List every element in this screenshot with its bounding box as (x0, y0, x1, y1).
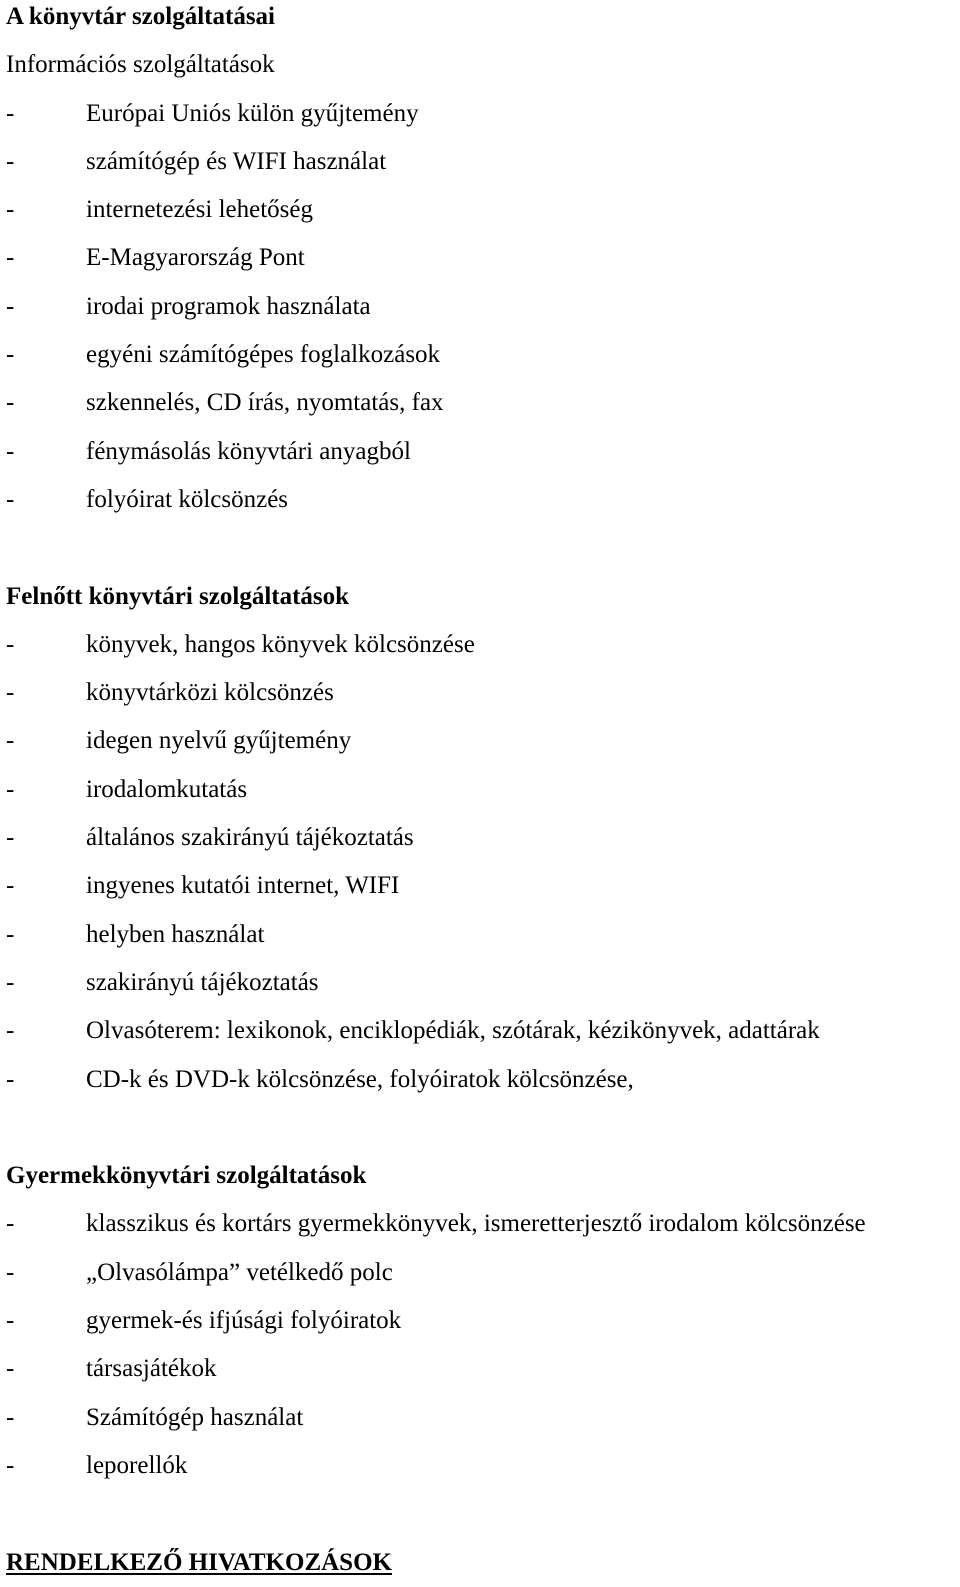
list-item (6, 1297, 960, 1345)
list-item (6, 1007, 960, 1055)
list-item (6, 1056, 960, 1104)
list-item (6, 911, 960, 959)
list-item-text: helyben használat (86, 920, 265, 948)
list-item-text: irodai programok használata (86, 292, 371, 320)
list-item-text: CD-k és DVD-k kölcsönzése, folyóiratok kölcsönzése, (86, 1065, 634, 1093)
list-item (6, 234, 960, 282)
list-item-text: általános szakirányú tájékoztatás (86, 824, 414, 852)
list-item (6, 766, 960, 814)
section-heading-adult: Felnőtt könyvtári szolgáltatások (6, 582, 350, 610)
list-dash: - (6, 389, 15, 417)
list-item (6, 1200, 960, 1248)
list-dash: - (6, 147, 15, 175)
list-dash: - (6, 824, 15, 852)
list-item (6, 1249, 960, 1297)
list-item (6, 138, 960, 186)
list-item-text: társasjátékok (86, 1355, 217, 1383)
list-dash: - (6, 99, 15, 127)
list-item (6, 1345, 960, 1393)
list-dash: - (6, 1403, 15, 1431)
list-item (6, 283, 960, 331)
list-item-text: könyvek, hangos könyvek kölcsönzése (86, 630, 475, 658)
list-dash: - (6, 679, 15, 707)
document (6, 0, 960, 1587)
section-spacer (6, 1490, 960, 1538)
list-dash: - (6, 968, 15, 996)
list-item-text: klasszikus és kortárs gyermekkönyvek, ismeretterjesztő irodalom kölcsönzése (86, 1210, 866, 1238)
list-item (6, 90, 960, 138)
list-item (6, 379, 960, 427)
list-item (6, 1394, 960, 1442)
list-item-text: folyóirat kölcsönzés (86, 485, 289, 513)
list-item-text: idegen nyelvű gyűjtemény (86, 727, 352, 755)
list-item (6, 428, 960, 476)
section-spacer (6, 1104, 960, 1152)
list-item-text: fénymásolás könyvtári anyagból (86, 437, 411, 465)
list-dash: - (6, 1017, 15, 1045)
list-item (6, 862, 960, 910)
list-item (6, 959, 960, 1007)
list-item-text: leporellók (86, 1451, 188, 1479)
list-item-text: ingyenes kutatói internet, WIFI (86, 872, 400, 900)
list-item-text: „Olvasólámpa” vetélkedő polc (86, 1258, 393, 1286)
list-dash: - (6, 872, 15, 900)
list-item (6, 717, 960, 765)
section-heading-information: Információs szolgáltatások (6, 51, 275, 79)
list-dash: - (6, 1451, 15, 1479)
section-heading-children: Gyermekkönyvtári szolgáltatások (6, 1162, 367, 1190)
list-item (6, 186, 960, 234)
list-item-text: internetezési lehetőség (86, 196, 313, 224)
list-item-text: szkennelés, CD írás, nyomtatás, fax (86, 389, 444, 417)
list-item (6, 331, 960, 379)
list-dash: - (6, 1258, 15, 1286)
list-dash: - (6, 920, 15, 948)
list-item-text: könyvtárközi kölcsönzés (86, 679, 334, 707)
list-dash: - (6, 485, 15, 513)
references-heading: RENDELKEZŐ HIVATKOZÁSOK (6, 1548, 392, 1576)
list-dash: - (6, 1355, 15, 1383)
list-dash: - (6, 630, 15, 658)
section-spacer (6, 524, 960, 572)
list-item-text: Számítógép használat (86, 1403, 304, 1431)
list-item (6, 814, 960, 862)
list-dash: - (6, 1307, 15, 1335)
list-dash: - (6, 196, 15, 224)
list-item-text: irodalomkutatás (86, 775, 248, 803)
list-item-text: számítógép és WIFI használat (86, 147, 387, 175)
list-item (6, 669, 960, 717)
page-title: A könyvtár szolgáltatásai (6, 3, 275, 30)
list-dash: - (6, 727, 15, 755)
list-item-text: gyermek-és ifjúsági folyóiratok (86, 1307, 402, 1335)
list-dash: - (6, 437, 15, 465)
list-item (6, 621, 960, 669)
list-dash: - (6, 292, 15, 320)
list-item-text: Olvasóterem: lexikonok, enciklopédiák, szótárak, kézikönyvek, adattárak (86, 1017, 820, 1045)
list-item-text: egyéni számítógépes foglalkozások (86, 341, 441, 369)
list-item-text: szakirányú tájékoztatás (86, 968, 319, 996)
list-dash: - (6, 1210, 15, 1238)
list-item (6, 476, 960, 524)
list-dash: - (6, 775, 15, 803)
list-item (6, 1442, 960, 1490)
list-item-text: Európai Uniós külön gyűjtemény (86, 99, 419, 127)
list-dash: - (6, 1065, 15, 1093)
list-dash: - (6, 341, 15, 369)
list-item-text: E-Magyarország Pont (86, 244, 305, 272)
list-dash: - (6, 244, 15, 272)
